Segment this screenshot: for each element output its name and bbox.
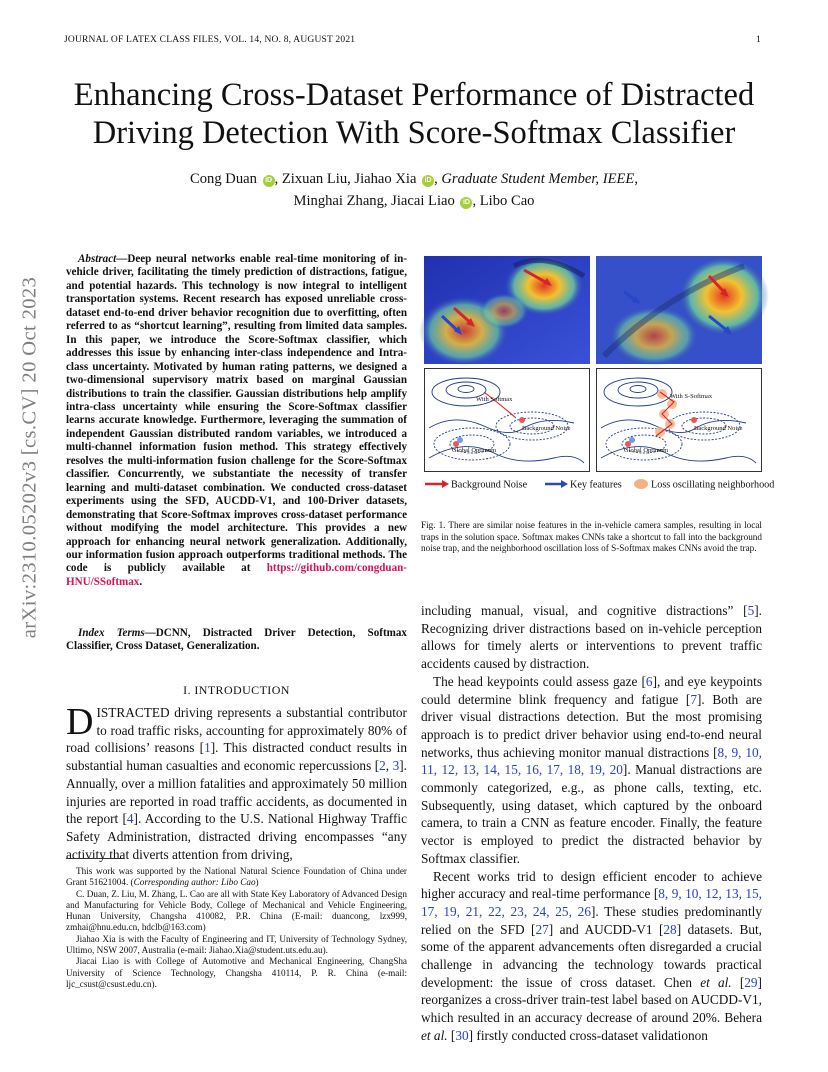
footnote-affiliation: Jiacai Liao is with College of Automotive and Mechanical Engineering, ChangSha University of Science Technology, Changsha 410114, P. R. China (e-mail: ljc_csust@csust.edu.cn). bbox=[66, 956, 407, 989]
abstract-label: Abstract bbox=[78, 253, 117, 265]
footnote-affiliation: C. Duan, Z. Liu, M. Zhang, L. Cao are all with State Key Laboratory of Advanced Design and Manufacturing for Vehicle Body, College of Mechanical and Vehicle Engineering, Hunan University, Changsha 410082, P.R. China (E-mail: duancong, lzx999, zmhai@hnu.edu.cn, hdclb@163.com) bbox=[66, 888, 407, 933]
orcid-icon[interactable]: iD bbox=[422, 175, 434, 187]
citation-link[interactable]: 8, 9, 10, 11, 12, 13, 14, 15, 16, 17, 18, 19, 20 bbox=[421, 744, 762, 778]
author-name: , Libo Cao bbox=[472, 193, 535, 209]
citation-link[interactable]: 1 bbox=[204, 740, 211, 756]
code-link[interactable]: https://github.com/congduan-HNU/SSoftmax bbox=[66, 562, 407, 588]
author-name: Minghai Zhang, Jiacai Liao bbox=[293, 193, 455, 209]
drop-cap: D bbox=[66, 701, 94, 743]
arxiv-stamp: arXiv:2310.05202v3 [cs.CV] 20 Oct 2023 bbox=[18, 276, 41, 639]
solution-space-diagram bbox=[424, 368, 762, 472]
intro-right-text: including manual, visual, and cognitive distractions” [5]. Recognizing driver distractions based on in-vehicle perception allows for timely alerts or interventions to prevent traffic accidents caused by distraction. The head keypoints could assess gaze [6], and eye keypoints could determine blink frequency and fatigue [7]. Both are driver visual distractions detection. But the most promising approach is to predict driver behavior using end-to-end neural networks, thus achieving monitor manual distractions [8, 9, 10, 11, 12, 13, 14, 15, 16, 17, 18, 19, 20]. Manual distractions are commonly categorized, e.g., as phone calls, texting, etc. Subsequently, using dataset, which captured by the onboard camera, to train a CNN as feature encoder. Finally, the feature vector is employed to predict the distracted behavior by Softmax classifier. Recent works trid to design efficient encoder to achieve higher accuracy and real-time performance [8, 9, 10, 12, 13, 15, 17, 19, 21, 22, 23, 24, 25, 26]. These studies predominantly relied on the SFD [27] and AUCDD-V1 [28] datasets. But, some of the apparent advancements often disregarded a crucial challenge in advancing the technology towards practical development: the issue of cross dataset. Chen et al. [29] reorganizes a cross-driver train-test label based on AUCDD-V1, which resulted in an accuracy decrease of around 20%. Behera et al. [30] firstly conducted cross-dataset validationon bbox=[421, 603, 763, 1043]
footnote-funding: This work was supported by the National Natural Science Foundation of China under Grant 51621004. (Corresponding author: Libo Cao) bbox=[66, 866, 407, 888]
citation-link[interactable]: 29 bbox=[744, 974, 758, 990]
author-list: Cong Duan iD , Zixuan Liu, Jiahao Xia iD , Graduate Student Member, IEEE, Minghai Zhang, Jiacai Liao iD , Libo Cao bbox=[190, 171, 638, 209]
paper-title: Enhancing Cross-Dataset Performance of Distracted Driving Detection With Score-Softmax Classifier bbox=[73, 77, 755, 151]
intro-left-text: DISTRACTED driving represents a substantial contributor to road traffic risks, accounting for approximately 80% of road collisions’ reasons [1]. This distracted conduct results in substantial human casualties and economic repercussions [2, 3]. Annually, over a million fatalities and approximately 50 million injuries are reported in road traffic accidents, as documented in the report [4]. According to the U.S. National Highway Traffic Safety Administration, distracted driving encompasses “any activity that diverts attention from driving, bbox=[66, 701, 407, 862]
legend-label: Background Noise bbox=[451, 479, 528, 491]
figure-caption: Fig. 1. There are similar noise features in the in-vehicle camera samples, resulting in local traps in the solution space. Softmax makes CNNs take a shortcut to fall into the background noise trap, and the neighborhood oscillation loss of S-Softmax makes CNNs avoid the trap. bbox=[421, 520, 762, 554]
abstract: Abstract—Deep neural networks enable real-time monitoring of in-vehicle driver, facilitating the timely prediction of distractions, fatigue, and potential hazards. This technology is now integral to intelligent transportation systems. Recent research has exposed unreliable cross-dataset end-to-end driver behavior recognition due to overfitting, often referred to as “shortcut learning”, resulting from limited data samples. In this paper, we introduce the Score-Softmax classifier, which addresses this issue by enhancing inter-class independence and Intra-class uncertainty. Motivated by human rating patterns, we designed a two-dimensional supervisory matrix based on marginal Gaussian distributions to train the classifier. Gaussian distributions help amplify intra-class uncertainty while ensuring the Score-Softmax classifier learns accurate knowledge. Furthermore, leveraging the summation of independent Gaussian distributed random variables, we introduced a multi-channel information fusion method. This strategy effectively resolves the multi-information fusion challenge for the Score-Softmax classifier. Concurrently, we substantiate the necessity of transfer learning and multi-dataset combination. We conducted cross-dataset experiments using the SFD, AUCDD-V1, and 100-Driver datasets, demonstrating that Score-Softmax improves cross-dataset performance without modifying the model architecture. This provides a new approach for enhancing neural network generalization. Additionally, our information fusion approach outperforms traditional methods. The code is publicly available at https://github.com/congduan-HNU/SSoftmax. bbox=[66, 253, 407, 588]
index-terms-text: —DCNN, Distracted Driver Detection, Softmax Classifier, Cross Dataset, Generalization. bbox=[66, 627, 407, 653]
footnote-affiliation: Jiahao Xia is with the Faculty of Engineering and IT, University of Technology Sydney, Ultimo, NSW 2007, Australia (e-mail: Jiahao.Xia@student.uts.edu.au). bbox=[66, 933, 407, 956]
figure-label: Background Noise bbox=[522, 425, 571, 432]
citation-link[interactable]: 4 bbox=[126, 811, 134, 827]
figure-label: With Softmax bbox=[476, 396, 513, 403]
figure-label: With S-Softmax bbox=[670, 393, 713, 400]
citation-link[interactable]: 27 bbox=[535, 921, 549, 937]
index-terms-label: Index Terms bbox=[78, 627, 145, 639]
citation-link[interactable]: 5 bbox=[747, 603, 755, 618]
footnote-rule bbox=[66, 858, 124, 859]
legend-label: Key features bbox=[570, 479, 622, 491]
section-heading: I. INTRODUCTION bbox=[183, 683, 290, 697]
figure-label: Global Optimum bbox=[624, 447, 669, 454]
author-name: , Zixuan Liu, Jiahao Xia bbox=[274, 171, 417, 187]
citation-link[interactable]: 28 bbox=[663, 921, 677, 937]
citation-link[interactable]: 6 bbox=[645, 673, 653, 689]
citation-link[interactable]: 2 bbox=[379, 758, 386, 774]
orcid-icon[interactable]: iD bbox=[263, 175, 275, 187]
figure-1-diagrams bbox=[424, 368, 762, 472]
figure-1-photos bbox=[424, 256, 762, 364]
heatmap-photos bbox=[424, 256, 762, 364]
page-number: 1 bbox=[756, 35, 761, 45]
index-terms bbox=[66, 627, 407, 654]
citation-link[interactable]: 3 bbox=[392, 758, 400, 774]
author-name: Cong Duan bbox=[190, 171, 257, 187]
figure-legend bbox=[421, 476, 775, 492]
footnotes bbox=[66, 866, 407, 990]
figure-label: Background Noise bbox=[694, 425, 743, 432]
member-grade: Graduate Student Member, IEEE bbox=[441, 171, 635, 187]
abstract-text: —Deep neural networks enable real-time monitoring of in-vehicle driver, facilitating the timely prediction of distractions, fatigue, and potential hazards. This technology is now integral to intelligent transportation systems. Recent research has exposed unreliable cross-dataset end-to-end driver behavior recognition due to overfitting, often referred to as “shortcut learning”, resulting from limited data samples. In this paper, we introduce the Score-Softmax classifier, which addresses this issue by enhancing inter-class independence and Intra-class uncertainty. Motivated by human rating patterns, we designed a two-dimensional supervisory matrix based on marginal Gaussian distributions to train the classifier. Gaussian distributions help amplify intra-class uncertainty while ensuring the Score-Softmax classifier learns accurate knowledge. Furthermore, leveraging the summation of independent Gaussian distributed random variables, we introduced a multi-channel information fusion method. This strategy effectively resolves the multi-information fusion challenge for the Score-Softmax classifier. Concurrently, we substantiate the necessity of transfer learning and multi-dataset combination. We conducted cross-dataset experiments using the SFD, AUCDD-V1, and 100-Driver datasets, demonstrating that Score-Softmax improves cross-dataset performance without modifying the model architecture. This provides a new approach for enhancing neural network generalization. Additionally, our information fusion approach outperforms traditional methods. The code is publicly available at bbox=[66, 253, 407, 575]
legend-label: Loss oscillating neighborhood bbox=[651, 479, 775, 491]
citation-link[interactable]: 8, 9, 10, 12, 13, 15, 17, 19, 21, 22, 23, 24, 25, 26 bbox=[421, 886, 762, 919]
running-header: JOURNAL OF LATEX CLASS FILES, VOL. 14, NO. 8, AUGUST 2021 bbox=[64, 35, 356, 45]
figure-label: Global Optimum bbox=[452, 447, 497, 454]
citation-link[interactable]: 7 bbox=[690, 691, 697, 707]
orcid-icon[interactable]: iD bbox=[460, 197, 472, 209]
citation-link[interactable]: 30 bbox=[455, 1027, 469, 1043]
